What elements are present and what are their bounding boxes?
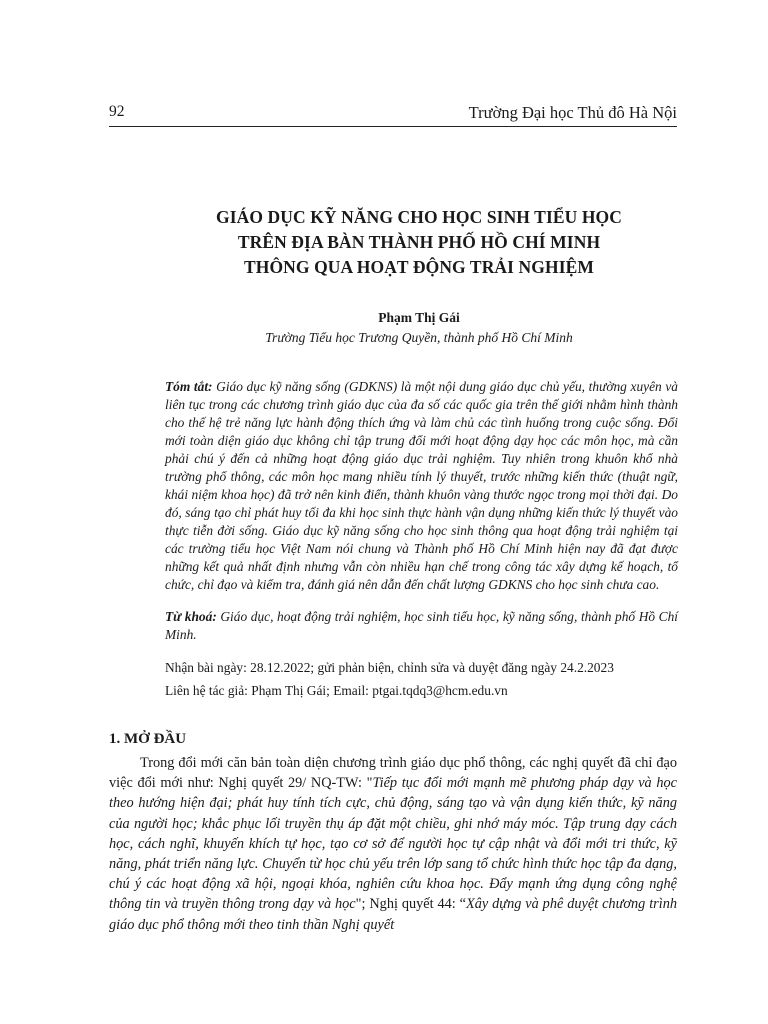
author-name: Phạm Thị Gái [378, 310, 460, 325]
abstract-text: Giáo dục kỹ năng sống (GDKNS) là một nội dung giáo dục chủ yếu, thường xuyên và liên tục trong các chương trình giáo dục của đa số các quốc gia trên thế giới nhằm hình thành cho thế hệ trẻ năng lực hành động thích ứng và làm chủ các tình huống trong cuộc sống. Đổi mới toàn diện giáo dục không chỉ tập trung đổi mới hoạt động dạy học các môn học, mà cần phải chú ý đến cả những hoạt động giáo dục trải nghiệm. Tuy nhiên trong khuôn khổ nhà trường phổ thông, các môn học mang nhiều tính lý thuyết, trước những kiến thức (thuật ngữ, khái niệm khoa học) đã trở nên kinh điển, thành khuôn vàng thước ngọc trong mọi thời đại. Do đó, sáng tạo chỉ phát huy tối đa khi học sinh thực hành vận dụng những kiến thức lý thuyết vào thực tiễn đời sống. Giáo dục kỹ năng sống cho học sinh thông qua hoạt động trải nghiệm tại các trường tiểu học Việt Nam nói chung và Thành phố Hồ Chí Minh hiện nay đã đạt được những kết quả nhất định nhưng vẫn còn nhiều hạn chế trong công tác xây dựng kế hoạch, tổ chức, chỉ đạo và kiểm tra, đánh giá nên dẫn đến chất lượng GDKNS cho học sinh chưa cao. [165, 379, 678, 592]
author-contact: Liên hệ tác giả: Phạm Thị Gái; Email: ptgai.tqdq3@hcm.edu.vn [165, 683, 508, 698]
title-line: TRÊN ĐỊA BÀN THÀNH PHỐ HỒ CHÍ MINH [237, 232, 601, 252]
keywords-label: Từ khoá: [165, 609, 217, 624]
page-number: 92 [109, 103, 125, 120]
running-header [109, 103, 677, 125]
header-rule [109, 126, 677, 127]
article-title [109, 205, 729, 280]
keywords [165, 608, 678, 644]
received-dates: Nhận bài ngày: 28.12.2022; gửi phản biện, chỉnh sửa và duyệt đăng ngày 24.2.2023 [165, 660, 614, 675]
title-line: GIÁO DỤC KỸ NĂNG CHO HỌC SINH TIỂU HỌC [215, 207, 623, 227]
title-line: THÔNG QUA HOẠT ĐỘNG TRẢI NGHIỆM [243, 257, 595, 277]
paragraph-intro: Trong đổi mới căn bản toàn diện chương trình giáo dục phổ thông, các nghị quyết đã chỉ đạo việc đổi mới như: Nghị quyết 29/ NQ-TW: " [109, 755, 677, 792]
paragraph-connector: "; Nghị quyết 44: “ [355, 896, 467, 913]
resolution-44-quote: Xây dựng và phê duyệt chương trình giáo dục phổ thông mới theo tinh thần Nghị quyết [109, 896, 677, 933]
author-affiliation: Trường Tiểu học Trương Quyền, thành phố Hồ Chí Minh [265, 330, 573, 345]
abstract [165, 378, 678, 594]
section-heading: 1. MỞ ĐẦU [109, 731, 187, 747]
keywords-text: Giáo dục, hoạt động trải nghiệm, học sinh tiểu học, kỹ năng sống, thành phố Hồ Chí Minh. [165, 609, 679, 642]
body-paragraph [109, 753, 677, 935]
journal-name: Trường Đại học Thủ đô Hà Nội [468, 103, 677, 122]
resolution-29-quote: Tiếp tục đổi mới mạnh mẽ phương pháp dạy và học theo hướng hiện đại; phát huy tính tích cực, chủ động, sáng tạo và vận dụng kiến thức, kỹ năng của người học; khắc phục lối truyền thụ áp đặt một chiều, ghi nhớ máy móc. Tập trung dạy cách học, cách nghĩ, khuyến khích tự học, tạo cơ sở để người học tự cập nhật và đổi mới tri thức, kỹ năng, phát triển năng lực. Chuyển từ học chủ yếu trên lớp sang tổ chức hình thức học tập đa dạng, chú ý các hoạt động xã hội, ngoại khóa, nghiên cứu khoa học. Đẩy mạnh ứng dụng công nghệ thông tin và truyền thông trong dạy và học [109, 775, 677, 913]
abstract-label: Tóm tắt: [165, 379, 213, 394]
